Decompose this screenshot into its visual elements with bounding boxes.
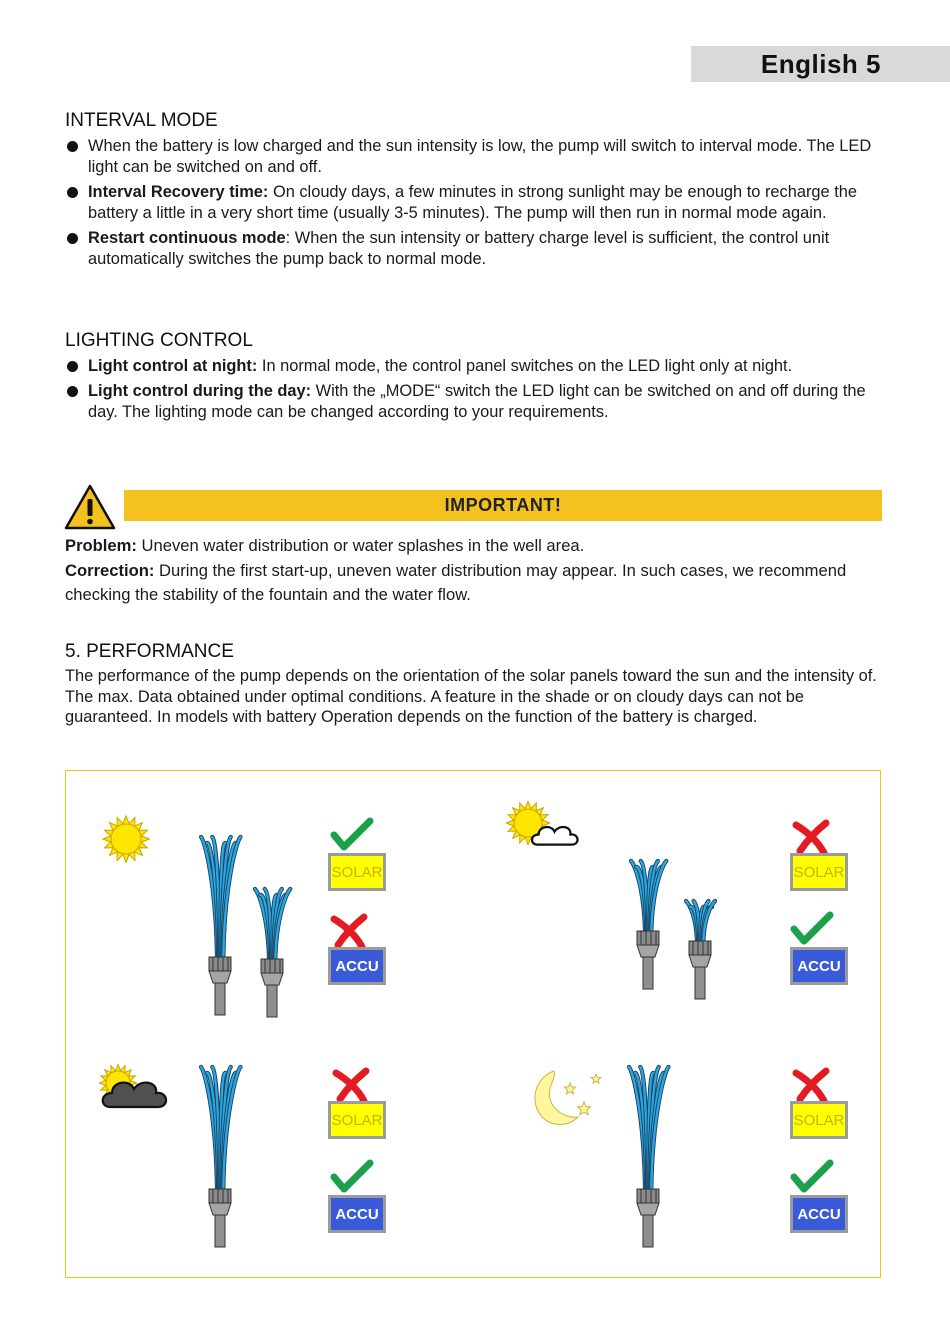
performance-title: 5. PERFORMANCE [65, 641, 234, 662]
performance-paragraph: The performance of the pump depends on the orientation of the solar panels toward the sun and the intensity of. The max. Data obtained under optimal conditions. A feature in the shade or on cloudy days can not be guaranteed. In models with battery Operation depends on the function of the battery is charged. [65, 667, 877, 726]
fountain-icon [629, 1067, 669, 1247]
cross-icon [336, 1071, 366, 1101]
solar-badge-label: SOLAR [331, 864, 383, 881]
solar-badge [790, 853, 848, 891]
fountain-icon [201, 837, 241, 1015]
important-banner: IMPORTANT! [124, 490, 882, 521]
cross-icon [334, 917, 364, 947]
performance-figure [65, 770, 881, 1278]
list-item: Light control during the day: With the „MODE“ switch the LED light can be switched on and off during the day. The lighting mode can be changed according to your requirements. [65, 381, 895, 423]
accu-badge [790, 947, 848, 985]
correction-paragraph: Correction: During the first start-up, uneven water distribution may appear. In such cases, we recommend checking the stability of the fountain and the water flow. [65, 561, 847, 604]
solar-badge-label: SOLAR [793, 864, 845, 881]
interval-mode-list [65, 136, 895, 274]
list-item: Interval Recovery time: On cloudy days, a few minutes in strong sunlight may be enough to recharge the battery a little in a very short time (usually 3-5 minutes). The pump will then run in normal mode again. [65, 182, 895, 224]
check-icon [334, 821, 370, 847]
solar-badge [328, 1101, 386, 1139]
fountain-icon [255, 889, 290, 1017]
fountain-icon [686, 901, 715, 999]
solar-badge [328, 853, 386, 891]
bullet-icon [67, 187, 78, 198]
fountain-icon [631, 861, 666, 989]
lighting-control-title: LIGHTING CONTROL [65, 330, 253, 351]
list-item: When the battery is low charged and the sun intensity is low, the pump will switch to interval mode. The LED light can be switched on and off. [65, 136, 895, 178]
check-icon [334, 1163, 370, 1189]
list-item: Light control at night: In normal mode, the control panel switches on the LED light only at night. [65, 356, 895, 377]
sun-shape [103, 816, 150, 863]
check-icon [794, 915, 830, 941]
solar-badge-label: SOLAR [793, 1112, 845, 1129]
warning-icon [64, 484, 116, 530]
moon-stars-icon [535, 1071, 601, 1125]
bullet-icon [67, 386, 78, 397]
solar-badge-label: SOLAR [331, 1112, 383, 1129]
solar-badge [790, 1101, 848, 1139]
list-item: Restart continuous mode: When the sun intensity or battery charge level is sufficient, the control unit automatically switches the pump back to normal mode. [65, 228, 895, 270]
accu-badge-label: ACCU [797, 1206, 841, 1223]
accu-badge-label: ACCU [797, 958, 841, 975]
interval-mode-title: INTERVAL MODE [65, 110, 218, 131]
accu-badge [790, 1195, 848, 1233]
page-header [691, 46, 950, 82]
performance-illustration [66, 771, 882, 1279]
accu-badge-label: ACCU [335, 958, 379, 975]
accu-badge [328, 1195, 386, 1233]
cross-icon [796, 823, 826, 853]
bullet-icon [67, 233, 78, 244]
bullet-icon [67, 361, 78, 372]
check-icon [794, 1163, 830, 1189]
cross-icon [796, 1071, 826, 1101]
page-language-number: English 5 [760, 49, 881, 79]
accu-badge-label: ACCU [335, 1206, 379, 1223]
fountain-icon [201, 1067, 241, 1247]
problem-paragraph: Problem: Uneven water distribution or water splashes in the well area. [65, 536, 585, 555]
bullet-icon [67, 141, 78, 152]
lighting-control-list [65, 356, 895, 427]
accu-badge [328, 947, 386, 985]
